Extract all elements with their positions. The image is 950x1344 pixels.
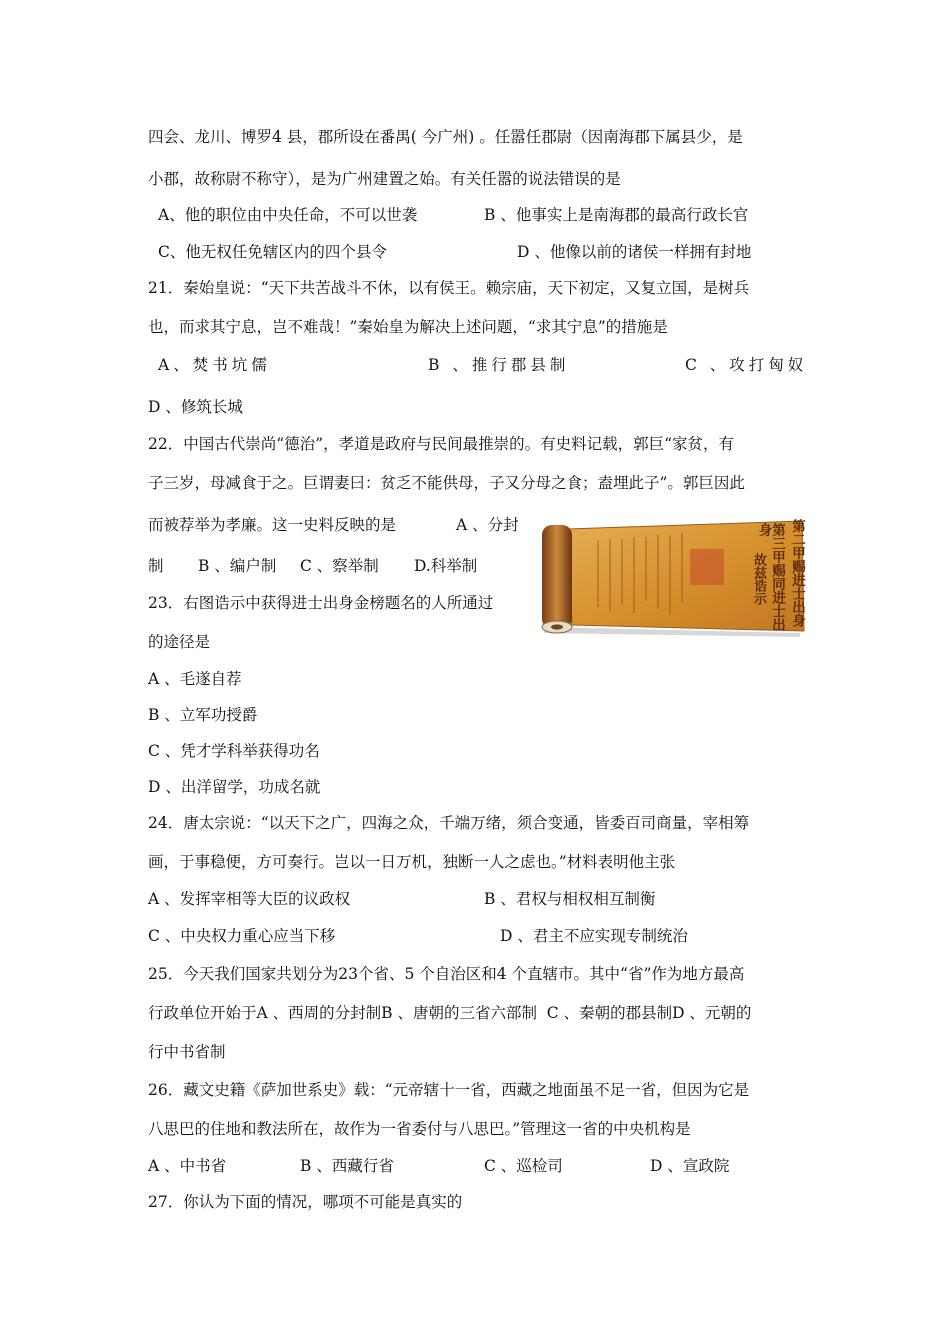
q21-option-b: B 、推行郡县制 <box>428 356 570 374</box>
q23-line-2: 的途径是 <box>148 633 211 651</box>
q25-line-2: 行政单位开始于A 、西周的分封制B 、唐朝的三省六部制 C 、秦朝的郡县制D 、元朝的 <box>148 1004 752 1022</box>
q20-option-a: A、他的职位由中央任命，不可以世袭 <box>158 206 418 224</box>
q21-line-2: 也，而求其宁息，岂不难哉！”秦始皇为解决上述问题，“求其宁息”的措施是 <box>148 318 668 336</box>
q20-line-1: 四会、龙川、博罗4 县，郡所设在番禺( 今广州) 。任嚣任郡尉（因南海郡下属县少，是 <box>148 128 743 146</box>
q26-option-b: B 、西藏行省 <box>300 1157 394 1175</box>
q24-option-a: A 、发挥宰相等大臣的议政权 <box>148 890 351 908</box>
q22-line-3: 而被荐举为孝廉。这一史料反映的是 <box>148 516 397 534</box>
scroll-text-col-2: 第三甲赐同进士出身 <box>755 523 785 631</box>
q21-option-d: D 、修筑长城 <box>148 398 243 416</box>
q26-line-1: 26．藏文史籍《萨加世系史》载：“元帝辖十一省，西藏之地面虽不足一省，但因为它是 <box>148 1081 750 1099</box>
q21-line-1: 21．秦始皇说：“天下共苦战斗不休，以有侯王。赖宗庙，天下初定，又复立国，是树兵 <box>148 279 750 297</box>
q24-line-2: 画，于事稳便，方可奏行。岂以一日万机，独断一人之虑也。”材料表明他主张 <box>148 853 676 871</box>
q23-option-c: C 、凭才学科举获得功名 <box>148 742 320 760</box>
q20-option-b: B 、他事实上是南海郡的最高行政长官 <box>484 206 749 224</box>
q27-line-1: 27．你认为下面的情况，哪项不可能是真实的 <box>148 1193 463 1211</box>
q26-option-c: C 、巡检司 <box>484 1157 563 1175</box>
q23-option-d: D 、出洋留学，功成名就 <box>148 778 321 796</box>
scroll-text-col-1: 第二甲赐进士出身 <box>789 519 805 627</box>
q23-line-1: 23．右图诰示中获得进士出身金榜题名的人所通过 <box>148 594 494 612</box>
q26-option-d: D 、宣政院 <box>650 1157 730 1175</box>
q24-line-1: 24．唐太宗说：“以天下之广，四海之众，千端万绪，须合变通，皆委百司商量，宰相筹 <box>148 814 750 832</box>
q20-line-2: 小郡，故称尉不称守），是为广州建置之始。有关任嚣的说法错误的是 <box>148 170 621 188</box>
q24-option-b: B 、君权与相权相互制衡 <box>484 890 656 908</box>
q20-option-c: C、他无权任免辖区内的四个县令 <box>158 243 387 261</box>
q25-line-1: 25．今天我们国家共划分为23个省、5 个自治区和4 个直辖市。其中“省”作为地方最高 <box>148 965 745 983</box>
q22-line-1: 22．中国古代崇尚“德治”，孝道是政府与民间最推崇的。有史料记载，郭巨“家贫，有 <box>148 435 734 453</box>
q21-option-c: C 、攻打匈奴 <box>685 356 808 374</box>
q23-option-a: A 、毛遂自荐 <box>148 670 242 688</box>
q23-option-b: B 、立军功授爵 <box>148 706 258 724</box>
scroll-text-col-3: 故兹诰示 <box>751 553 766 605</box>
q21-option-a: A、焚书坑儒 <box>158 356 271 374</box>
q25-line-3: 行中书省制 <box>148 1043 226 1061</box>
q26-line-2: 八思巴的住地和教法所在，故作为一省委付与八思巴。”管理这一省的中央机构是 <box>148 1120 691 1138</box>
q22-option-b: B 、编户制 <box>198 557 277 575</box>
q24-option-d: D 、君主不应实现专制统治 <box>500 927 688 945</box>
q20-option-d: D 、他像以前的诸侯一样拥有封地 <box>517 243 752 261</box>
q22-option-a-cont: 制 <box>148 557 164 575</box>
q24-option-c: C 、中央权力重心应当下移 <box>148 927 336 945</box>
q22-option-a: A 、分封 <box>456 516 519 534</box>
q26-option-a: A 、中书省 <box>148 1157 227 1175</box>
q22-line-2: 子三岁，母减食于之。巨谓妻曰：贫乏不能供母，子又分母之食；盍埋此子”。郭巨因此 <box>148 474 745 492</box>
q22-option-c: C 、察举制 <box>300 557 379 575</box>
q22-option-d: D.科举制 <box>414 557 478 575</box>
